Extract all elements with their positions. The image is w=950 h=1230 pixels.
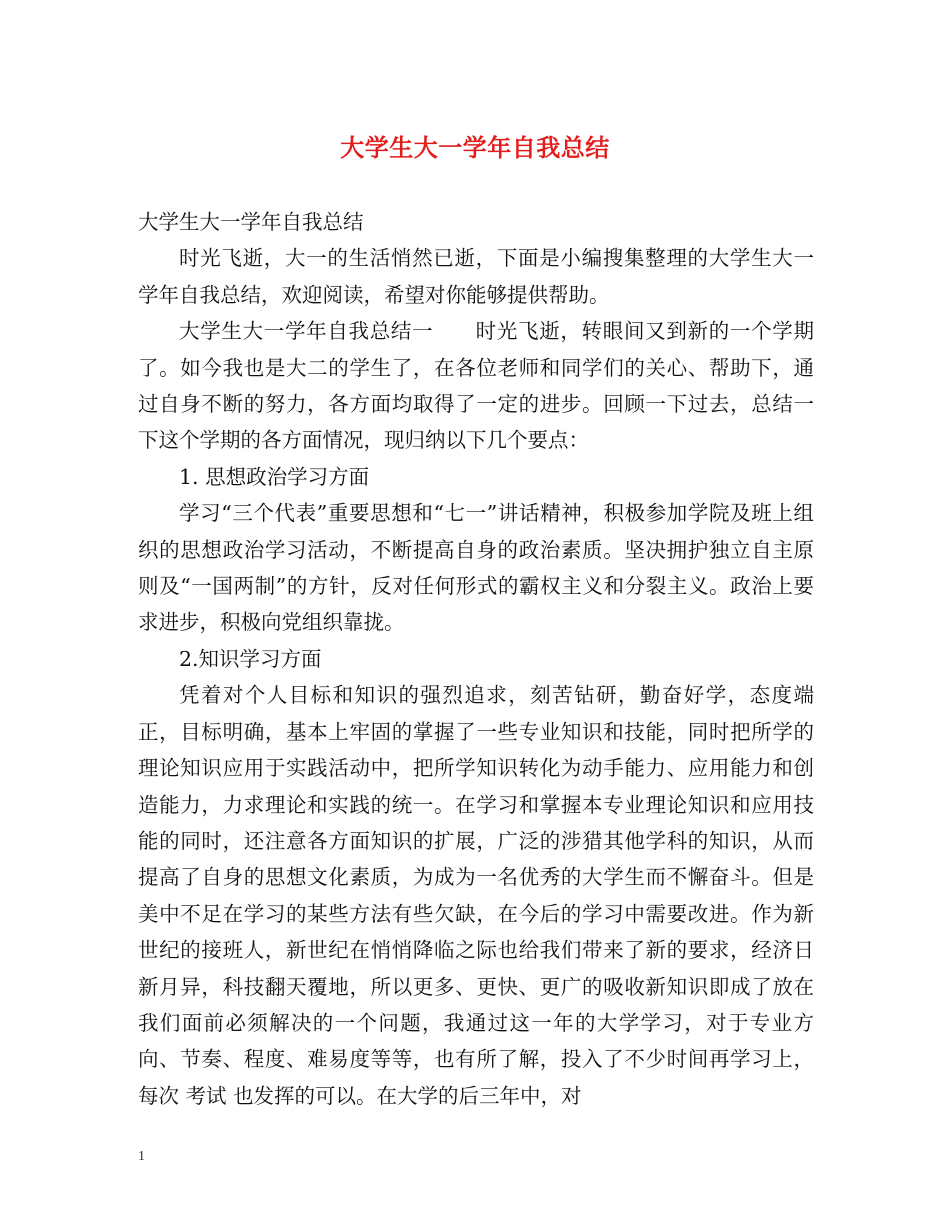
summary-one-paragraph: 大学生大一学年自我总结一 时光飞逝，转眼间又到新的一个学期了。如今我也是大二的学生了，在各位老师和同学们的关心、帮助下，通过自身不断的努力，各方面均取得了一定的进步。回顾一下过去，总结一下这个学期的各方面情况，现归纳以下几个要点： [138, 319, 814, 453]
political-study-paragraph: 学习“三个代表”重要思想和“七一”讲话精神，积极参加学院及班上组织的思想政治学习活动，不断提高自身的政治素质。坚决拥护独立自主原则及“一国两制”的方针，反对任何形式的霸权主义和分裂主义。政治上要求进步，积极向党组织靠拢。 [138, 501, 814, 635]
intro-paragraph: 时光飞逝，大一的生活悄然已逝，下面是小编搜集整理的大学生大一学年自我总结，欢迎阅读，希望对你能够提供帮助。 [138, 246, 814, 307]
page-number: 1 [138, 1149, 145, 1164]
section-heading-knowledge-study: 2.知识学习方面 [179, 646, 322, 671]
subtitle-paragraph: 大学生大一学年自我总结 [138, 210, 364, 234]
section-heading-political-study: 1. 思想政治学习方面 [179, 464, 370, 489]
knowledge-study-paragraph: 凭着对个人目标和知识的强烈追求，刻苦钻研，勤奋好学，态度端正，目标明确，基本上牢固的掌握了一些专业知识和技能，同时把所学的理论知识应用于实践活动中，把所学知识转化为动手能力、应用能力和创造能力，力求理论和实践的统一。在学习和掌握本专业理论知识和应用技能的同时，还注意各方面知识的扩展，广泛的涉猎其他学科的知识，从而提高了自身的思想文化素质，为成为一名优秀的大学生而不懈奋斗。但是美中不足在学习的某些方法有些欠缺，在今后的学习中需要改进。作为新世纪的接班人，新世纪在悄悄降临之际也给我们带来了新的要求，经济日新月异，科技翻天覆地，所以更多、更快、更广的吸收新知识即成了放在我们面前必须解决的一个问题，我通过这一年的大学学习，对于专业方向、节奏、程度、难易度等等，也有所了解，投入了不少时间再学习上，每次 考试 也发挥的可以。在大学的后三年中，对 [138, 683, 814, 1108]
document-body [138, 204, 814, 1114]
document-title: 大学生大一学年自我总结 [340, 134, 610, 162]
